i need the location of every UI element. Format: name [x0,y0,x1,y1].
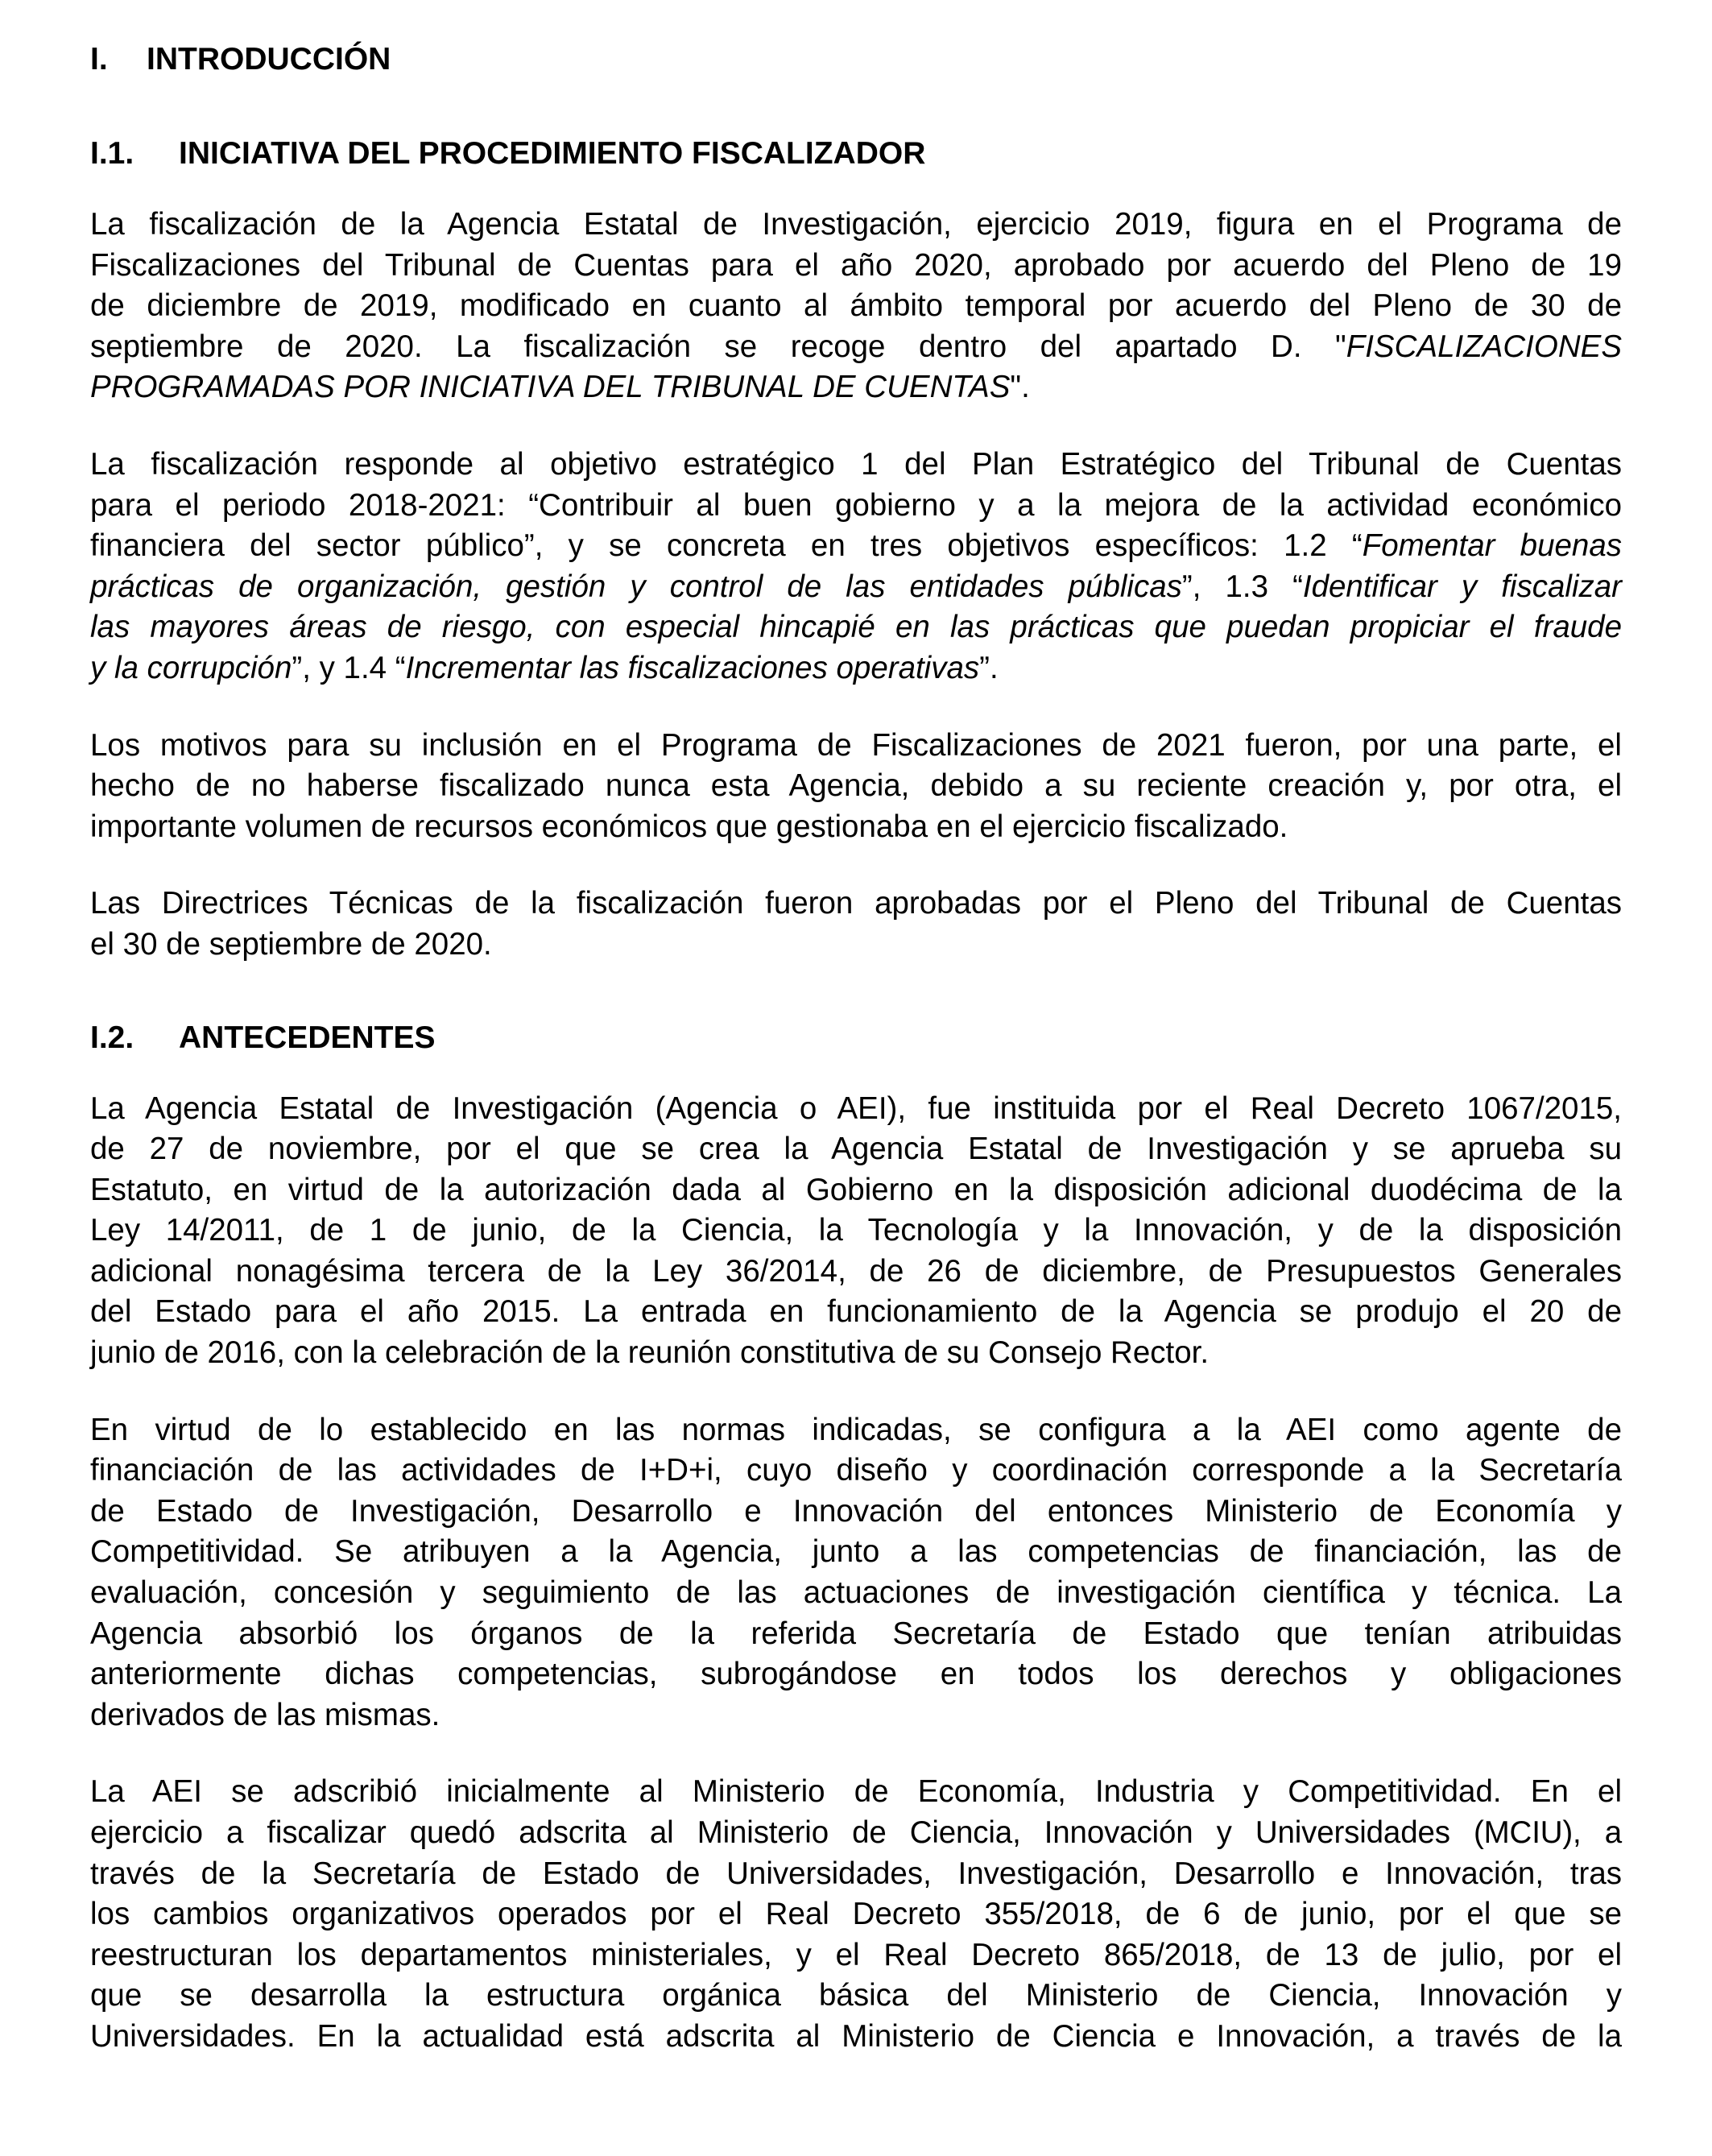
text-line: hecho de no haberse fiscalizado nunca esta Agencia, debido a su reciente creación y, por otra, el [90,768,1622,804]
text-run: ". [1010,370,1030,405]
text-run: ”. [979,650,999,685]
text-line: Agencia absorbió los órganos de la referida Secretaría de Estado que tenían atribuidas [90,1616,1622,1651]
text-line [90,526,1622,567]
paragraph [90,1089,1622,1374]
paragraph [90,726,1622,848]
text-line [90,648,1622,689]
subsection-number: I.1. [90,136,134,171]
text-line: La AEI se adscribió inicialmente al Ministerio de Economía, Industria y Competitividad. En el [90,1774,1622,1810]
section-heading [90,37,1622,82]
italic-run: Incrementar las fiscalizaciones operativas [405,650,980,685]
paragraph [90,1772,1622,2057]
text-line: financiación de las actividades de I+D+i, cuyo diseño y coordinación corresponde a la Secretaría [90,1453,1622,1488]
text-line: importante volumen de recursos económicos que gestionaba en el ejercicio fiscalizado. [90,809,1288,844]
subsection-heading-2 [90,1016,1622,1061]
section-title: INTRODUCCIÓN [147,42,391,77]
text-line [90,607,1622,648]
text-line: de diciembre de 2019, modificado en cuanto al ámbito temporal por acuerdo del Pleno de 30 de [90,288,1622,324]
text-line: Ley 14/2011, de 1 de junio, de la Ciencia, la Tecnología y la Innovación, y de la disposición [90,1213,1622,1248]
text-run: ”, 1.3 “ [1181,569,1303,604]
text-line [90,367,1622,408]
text-line: Universidades. En la actualidad está adscrita al Ministerio de Ciencia e Innovación, a través de la [90,2018,1622,2054]
text-line: derivados de las mismas. [90,1697,440,1732]
italic-run: Fomentar buenas [1362,528,1622,564]
text-line: anteriormente dichas competencias, subrogándose en todos los derechos y obligaciones [90,1657,1622,1692]
text-line: Las Directrices Técnicas de la fiscalización fueron aprobadas por el Pleno del Tribunal de Cuentas [90,886,1622,921]
text-line: Estatuto, en virtud de la autorización dada al Gobierno en la disposición adicional duodécima de la [90,1172,1622,1207]
text-run: ”, y 1.4 “ [292,650,406,685]
text-line: La Agencia Estatal de Investigación (Agencia o AEI), fue instituida por el Real Decreto 1067/2015, [90,1090,1622,1126]
paragraph [90,884,1622,965]
text-line: los cambios organizativos operados por el Real Decreto 355/2018, de 6 de junio, por el que se [90,1897,1622,1932]
subsection-number: I.2. [90,1020,134,1055]
section-number: I. [90,42,108,77]
text-run: financiera del sector público”, y se concreta en tres objetivos específicos: 1.2 “ [90,528,1363,564]
paragraph [90,445,1622,689]
paragraph [90,1410,1622,1736]
text-line [90,567,1622,608]
italic-run: prácticas de organización, gestión y control de las entidades públicas [90,569,1182,604]
text-line: Los motivos para su inclusión en el Programa de Fiscalizaciones de 2021 fueron, por una parte, el [90,727,1622,763]
italic-run: FISCALIZACIONES [1346,329,1622,364]
text-line: evaluación, concesión y seguimiento de las actuaciones de investigación científica y técnica. La [90,1575,1622,1611]
text-line: reestructuran los departamentos ministeriales, y el Real Decreto 865/2018, de 13 de julio, por el [90,1937,1622,1972]
text-line: través de la Secretaría de Estado de Universidades, Investigación, Desarrollo e Innovación, tras [90,1856,1622,1891]
text-line: el 30 de septiembre de 2020. [90,926,492,962]
text-line: que se desarrolla la estructura orgánica básica del Ministerio de Ciencia, Innovación y [90,1978,1622,2013]
subsection-title: INICIATIVA DEL PROCEDIMIENTO FISCALIZADOR [179,136,926,171]
text-line [90,327,1622,368]
italic-run: Identificar y fiscalizar [1302,569,1622,604]
subsection-title: ANTECEDENTES [179,1020,436,1055]
text-line: de 27 de noviembre, por el que se crea la Agencia Estatal de Investigación y se aprueba su [90,1132,1622,1167]
italic-run: y la corrupción [90,650,292,685]
text-run: septiembre de 2020. La fiscalización se recoge dentro del apartado D. " [90,329,1346,364]
text-line: Fiscalizaciones del Tribunal de Cuentas para el año 2020, aprobado por acuerdo del Pleno de 19 [90,247,1622,283]
text-line: de Estado de Investigación, Desarrollo e Innovación del entonces Ministerio de Economía y [90,1493,1622,1529]
italic-run: PROGRAMADAS POR INICIATIVA DEL TRIBUNAL DE CUENTAS [90,370,1011,405]
text-line: adicional nonagésima tercera de la Ley 36/2014, de 26 de diciembre, de Presupuestos Generales [90,1253,1622,1289]
document-page [90,37,1622,2058]
text-line: del Estado para el año 2015. La entrada en funcionamiento de la Agencia se produjo el 20 de [90,1294,1622,1330]
text-line: La fiscalización responde al objetivo estratégico 1 del Plan Estratégico del Tribunal de Cuentas [90,446,1622,482]
subsection-heading-1 [90,131,1622,176]
text-line: para el periodo 2018-2021: “Contribuir al buen gobierno y a la mejora de la actividad económico [90,487,1622,523]
text-line: En virtud de lo establecido en las normas indicadas, se configura a la AEI como agente de [90,1412,1622,1447]
text-line: junio de 2016, con la celebración de la reunión constitutiva de su Consejo Rector. [90,1335,1210,1371]
text-line: Competitividad. Se atribuyen a la Agencia, junto a las competencias de financiación, las de [90,1534,1622,1570]
paragraph [90,205,1622,408]
italic-run: las mayores áreas de riesgo, con especial hincapié en las prácticas que puedan propiciar el fraude [90,610,1622,645]
text-line: La fiscalización de la Agencia Estatal de Investigación, ejercicio 2019, figura en el Programa de [90,207,1622,242]
text-line: ejercicio a fiscalizar quedó adscrita al Ministerio de Ciencia, Innovación y Universidades (MCIU), a [90,1815,1622,1850]
